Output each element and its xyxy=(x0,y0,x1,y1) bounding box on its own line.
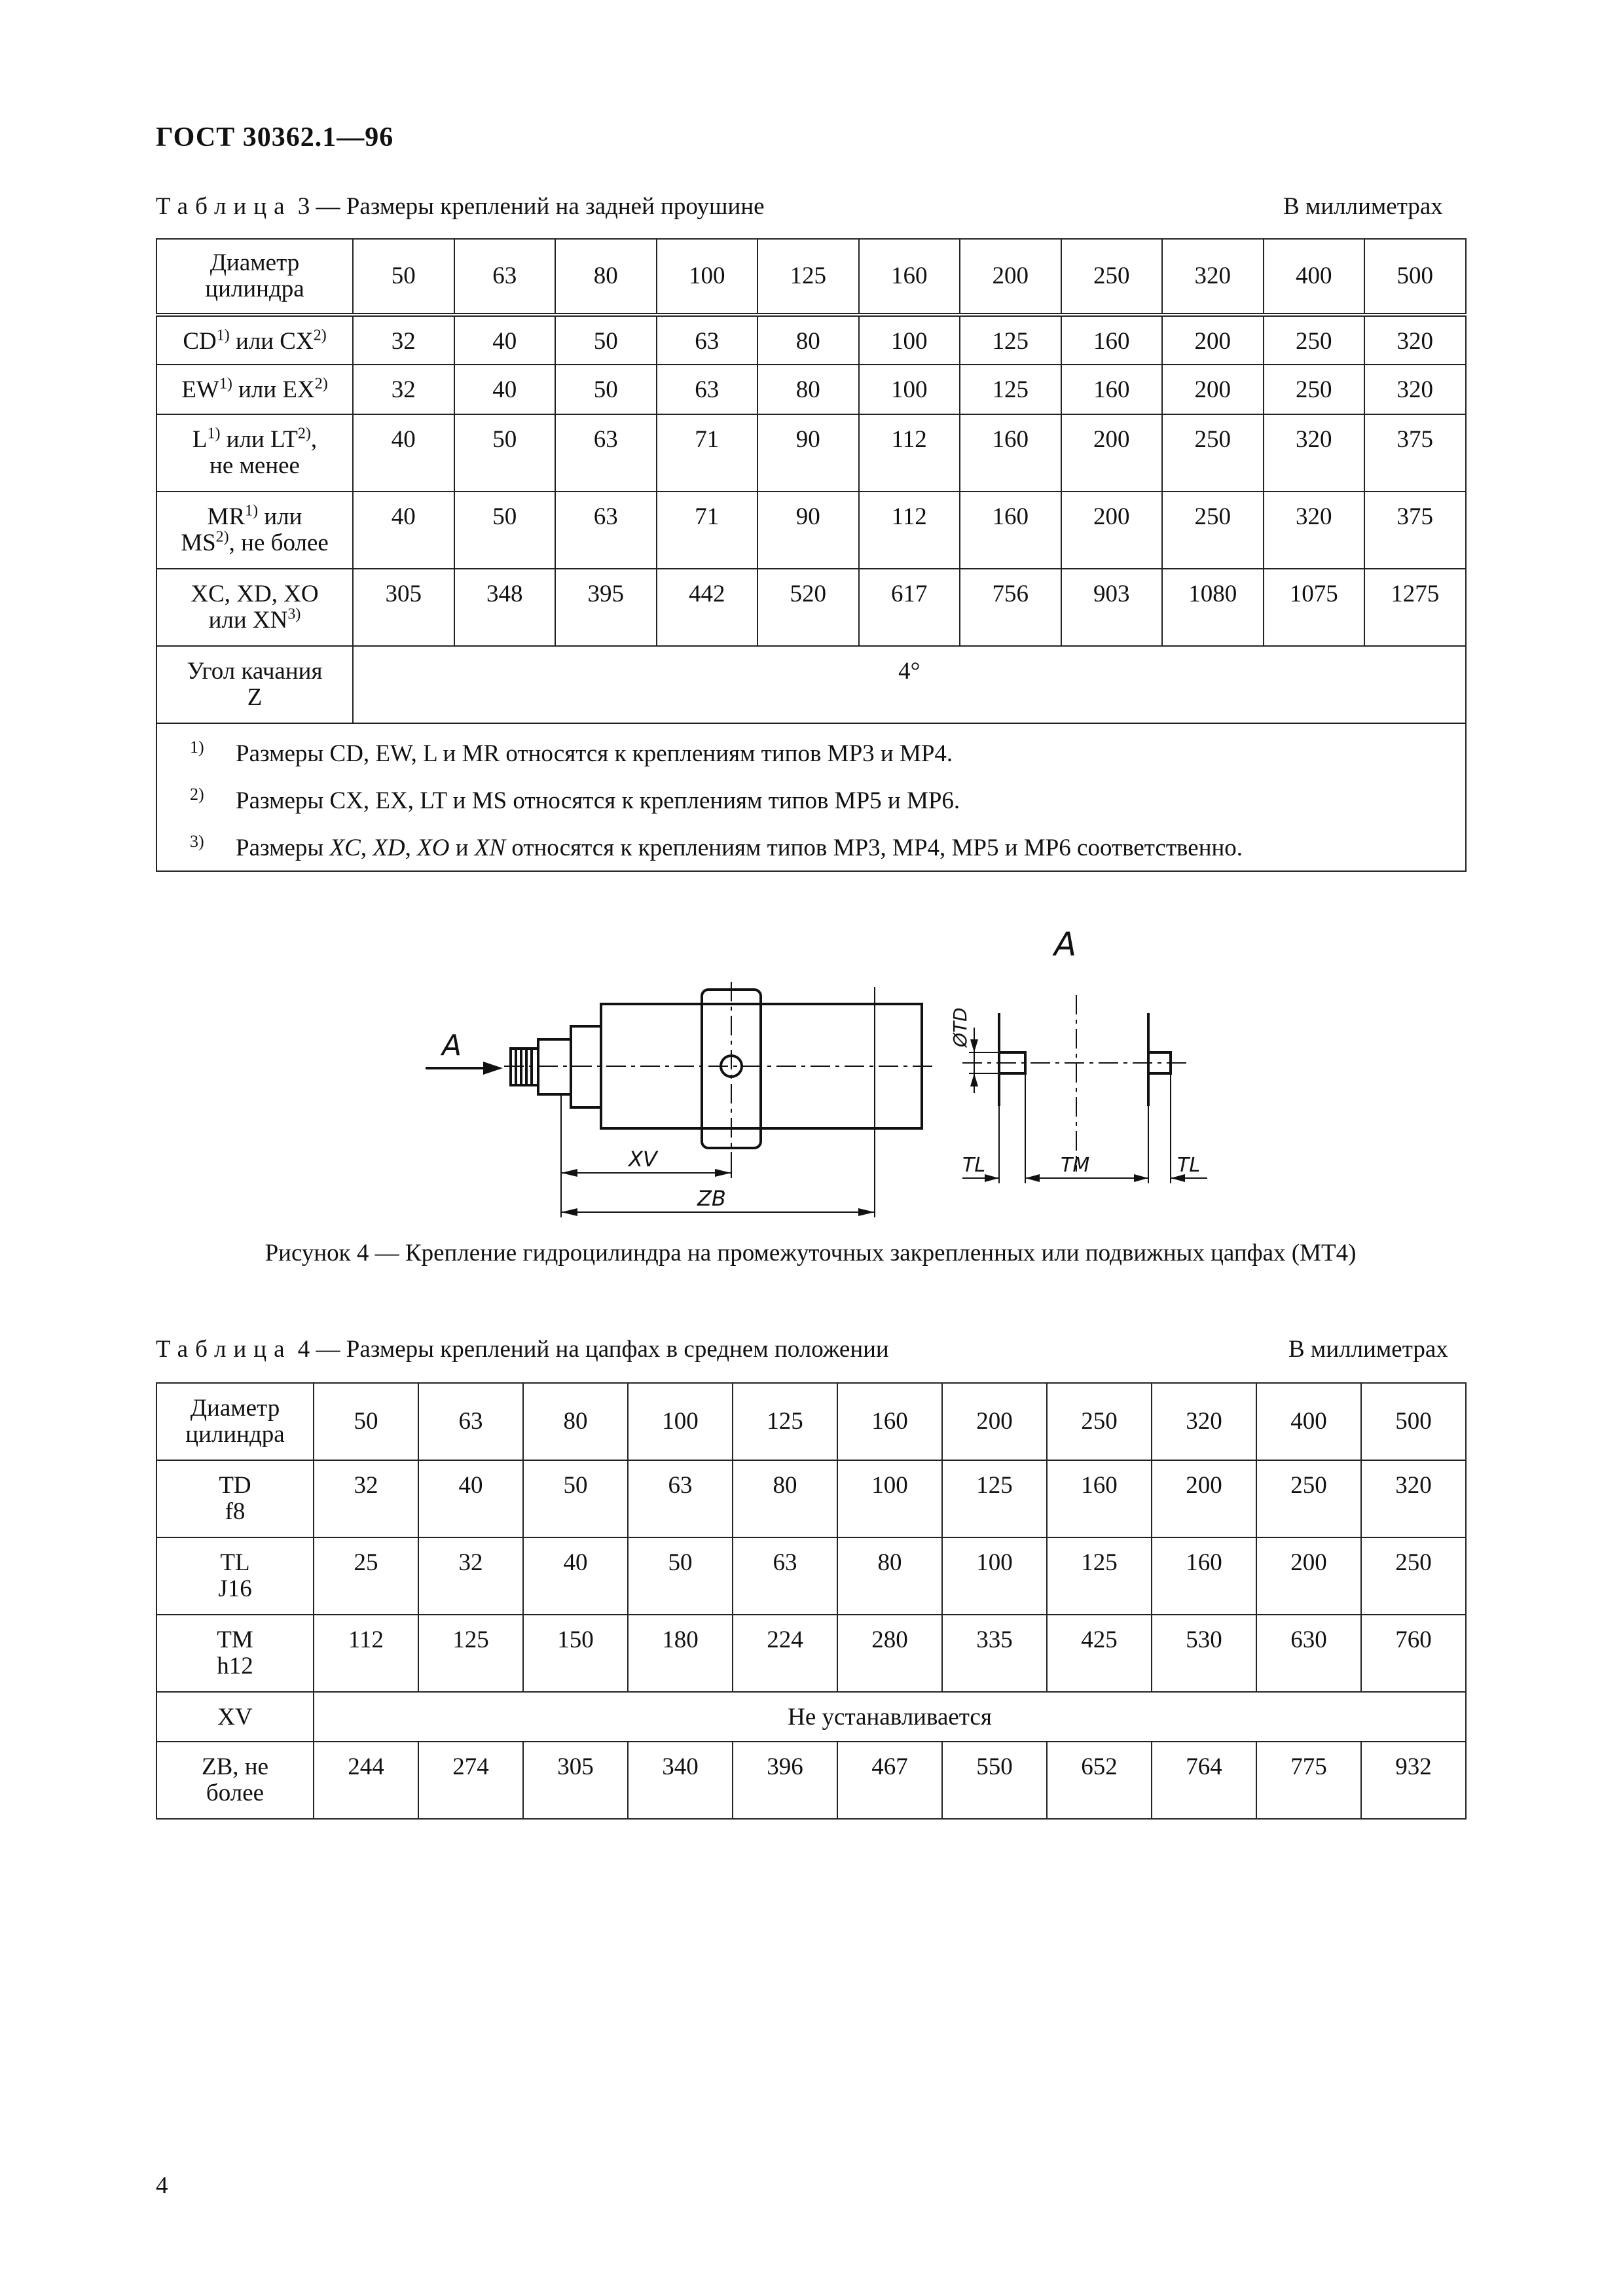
table-cell: 112 xyxy=(314,1615,418,1692)
table4-row-zb xyxy=(156,1742,1466,1819)
footnote-mark: 1) xyxy=(190,738,204,757)
table-cell: 40 xyxy=(353,492,454,569)
table-cell: 200 xyxy=(1152,1460,1256,1537)
table-cell: 775 xyxy=(1256,1742,1361,1819)
table-cell: 530 xyxy=(1152,1615,1256,1692)
table3-col-header: 80 xyxy=(555,239,657,315)
label-part: TL xyxy=(220,1549,250,1576)
table-cell: 125 xyxy=(960,315,1061,365)
table-cell: 71 xyxy=(657,492,758,569)
table-cell: 112 xyxy=(859,414,960,492)
table-cell: 50 xyxy=(628,1537,733,1615)
table-cell: 200 xyxy=(1061,492,1163,569)
table-cell: 63 xyxy=(657,315,758,365)
table4-row-tl xyxy=(156,1537,1466,1615)
footnote-ref: 2) xyxy=(314,375,328,393)
table3-col-header: 100 xyxy=(657,239,758,315)
table-cell: 280 xyxy=(837,1615,942,1692)
table-cell: 50 xyxy=(523,1460,628,1537)
table-cell: 320 xyxy=(1264,492,1365,569)
label-part: EW xyxy=(181,376,219,403)
table-cell: 160 xyxy=(1152,1537,1256,1615)
footnote-text: Размеры CD, EW, L и MR относятся к креплениям типов МР3 и МР4. xyxy=(236,740,953,767)
table3-caption-prefix: Таблица xyxy=(156,193,292,220)
table-cell: 100 xyxy=(859,315,960,365)
table-cell: 90 xyxy=(757,492,859,569)
table4-col-header: 200 xyxy=(942,1383,1047,1460)
table-cell: 550 xyxy=(942,1742,1047,1819)
swing-angle-value: 4° xyxy=(353,646,1466,723)
note-part: XO xyxy=(417,834,450,861)
table4-row-tm xyxy=(156,1615,1466,1692)
table4-col-header: 160 xyxy=(837,1383,942,1460)
table3 xyxy=(156,238,1467,872)
label-part: , не более xyxy=(228,529,329,556)
row-label xyxy=(156,365,353,414)
table-cell: 40 xyxy=(454,315,556,365)
table-cell: 903 xyxy=(1061,569,1163,646)
table-cell: 348 xyxy=(454,569,556,646)
table3-col-header: 250 xyxy=(1061,239,1163,315)
view-a-label: A xyxy=(1054,929,1077,963)
table-cell: 1275 xyxy=(1364,569,1466,646)
note-part: , xyxy=(360,834,373,861)
table-cell: 200 xyxy=(1162,315,1264,365)
table-cell: 320 xyxy=(1364,365,1466,414)
table4-col-header: 500 xyxy=(1361,1383,1466,1460)
label-part: XC, XD, XO xyxy=(191,581,319,607)
table-cell: 40 xyxy=(523,1537,628,1615)
table4-caption-prefix: Таблица xyxy=(156,1336,292,1363)
table-cell: 80 xyxy=(757,365,859,414)
table3-col-header: 125 xyxy=(757,239,859,315)
label-part: L xyxy=(192,426,208,453)
footnote-mark: 3) xyxy=(190,832,204,851)
table4-col-header: 63 xyxy=(418,1383,523,1460)
dim-label-tm: TM xyxy=(1061,1154,1090,1177)
table-cell: 520 xyxy=(757,569,859,646)
table-cell: 932 xyxy=(1361,1742,1466,1819)
table3-notes-row xyxy=(156,723,1466,871)
note-part: XD xyxy=(373,834,405,861)
table-cell: 63 xyxy=(555,492,657,569)
table3-row-angle xyxy=(156,646,1466,723)
table-cell: 160 xyxy=(960,492,1061,569)
table-cell: 756 xyxy=(960,569,1061,646)
view-a-centerlines xyxy=(962,995,1192,1172)
label-part: TD xyxy=(219,1472,251,1499)
footnote-text xyxy=(196,834,1243,861)
note-part: XC xyxy=(329,834,361,861)
dim-label-tl-right: TL xyxy=(1177,1154,1201,1177)
label-part: или XN xyxy=(208,607,288,634)
table-cell: 32 xyxy=(353,315,454,365)
label-part: более xyxy=(206,1780,264,1806)
xv-value: Не устанавливается xyxy=(314,1692,1466,1742)
label-part: или EX xyxy=(232,376,315,403)
footnote xyxy=(190,832,1452,861)
table-cell: 32 xyxy=(353,365,454,414)
table4-row-xv xyxy=(156,1692,1466,1742)
table3-col-header: 200 xyxy=(960,239,1061,315)
table-cell: 90 xyxy=(757,414,859,492)
table-cell: 305 xyxy=(523,1742,628,1819)
footnote-ref: 1) xyxy=(207,425,221,442)
table-cell: 250 xyxy=(1256,1460,1361,1537)
table-cell: 764 xyxy=(1152,1742,1256,1819)
table-cell: 50 xyxy=(454,414,556,492)
document-header: ГОСТ 30362.1—96 xyxy=(156,122,394,152)
table-cell: 250 xyxy=(1361,1537,1466,1615)
table-cell: 320 xyxy=(1361,1460,1466,1537)
footnote xyxy=(190,785,1452,814)
footnote-ref: 1) xyxy=(219,375,232,393)
table-cell: 160 xyxy=(960,414,1061,492)
table-cell: 63 xyxy=(555,414,657,492)
note-part: , xyxy=(405,834,418,861)
row-label xyxy=(156,646,353,723)
footnote-ref: 1) xyxy=(245,502,259,520)
row-label xyxy=(156,1460,314,1537)
label-part: Угол качания xyxy=(187,658,323,685)
figure4-caption: Рисунок 4 — Крепление гидроцилиндра на промежуточных закрепленных или подвижных цапфах (МТ4) xyxy=(264,1240,1357,1266)
label-part: или xyxy=(258,503,302,530)
table3-head-label xyxy=(156,239,353,315)
table-cell: 320 xyxy=(1264,414,1365,492)
table3-row-mr xyxy=(156,492,1466,569)
table-cell: 224 xyxy=(733,1615,837,1692)
table3-row-l xyxy=(156,414,1466,492)
table-cell: 80 xyxy=(733,1460,837,1537)
table-cell: 250 xyxy=(1162,414,1264,492)
row-label xyxy=(156,492,353,569)
label-part: h12 xyxy=(217,1653,253,1679)
table3-units: В миллиметрах xyxy=(1283,193,1443,220)
table-cell: 50 xyxy=(555,315,657,365)
footnote xyxy=(190,738,1452,767)
table-cell: 125 xyxy=(942,1460,1047,1537)
head-label-line: Диаметр xyxy=(210,249,300,276)
table-cell: 160 xyxy=(1047,1460,1152,1537)
table-cell: 200 xyxy=(1162,365,1264,414)
footnote-mark: 2) xyxy=(190,785,204,804)
row-label xyxy=(156,414,353,492)
label-part: или CX xyxy=(229,328,314,355)
table4-row-td xyxy=(156,1460,1466,1537)
table3-notes xyxy=(156,723,1466,871)
table4-col-header: 125 xyxy=(733,1383,837,1460)
label-part: ZB, не xyxy=(201,1753,268,1780)
table-cell: 244 xyxy=(314,1742,418,1819)
table-cell: 100 xyxy=(942,1537,1047,1615)
footnote-text: Размеры CX, EX, LT и MS относятся к креплениям типов МР5 и МР6. xyxy=(236,787,960,814)
note-part: и xyxy=(449,834,475,861)
table-cell: 63 xyxy=(628,1460,733,1537)
table4-col-header: 50 xyxy=(314,1383,418,1460)
table3-col-header: 63 xyxy=(454,239,556,315)
head-label-line: цилиндра xyxy=(185,1421,285,1448)
label-part: CD xyxy=(183,328,217,355)
note-part: относятся к креплениям типов МР3, МР4, МР5 и МР6 соответственно. xyxy=(505,834,1243,861)
note-part: Размеры xyxy=(236,834,330,861)
table-cell: 425 xyxy=(1047,1615,1152,1692)
table3-col-header: 320 xyxy=(1162,239,1264,315)
table-cell: 125 xyxy=(960,365,1061,414)
table-cell: 305 xyxy=(353,569,454,646)
table-cell: 32 xyxy=(314,1460,418,1537)
table4-col-header: 320 xyxy=(1152,1383,1256,1460)
note-part: XN xyxy=(474,834,506,861)
label-part: MR xyxy=(207,503,246,530)
table-cell: 40 xyxy=(454,365,556,414)
table-cell: 160 xyxy=(1061,365,1163,414)
head-label-line: цилиндра xyxy=(205,276,304,302)
table3-row-ew xyxy=(156,365,1466,414)
table-cell: 375 xyxy=(1364,414,1466,492)
page-number: 4 xyxy=(156,2172,168,2199)
table-cell: 617 xyxy=(859,569,960,646)
table-cell: 652 xyxy=(1047,1742,1152,1819)
dim-label-tl-left: TL xyxy=(962,1154,986,1177)
table-cell: 50 xyxy=(555,365,657,414)
table3-row-xc xyxy=(156,569,1466,646)
table-cell: 63 xyxy=(733,1537,837,1615)
footnote-ref: 2) xyxy=(297,425,311,442)
footnote-ref: 3) xyxy=(287,605,301,623)
table-cell: 1075 xyxy=(1264,569,1365,646)
table4-caption xyxy=(156,1335,889,1363)
table-cell: 200 xyxy=(1061,414,1163,492)
table4-col-header: 80 xyxy=(523,1383,628,1460)
table-cell: 340 xyxy=(628,1742,733,1819)
table-cell: 160 xyxy=(1061,315,1163,365)
footnote-ref: 2) xyxy=(313,327,327,344)
label-part: J16 xyxy=(218,1575,252,1602)
table-cell: 375 xyxy=(1364,492,1466,569)
table-cell: 467 xyxy=(837,1742,942,1819)
table-cell: 335 xyxy=(942,1615,1047,1692)
label-part: f8 xyxy=(225,1498,246,1525)
table-cell: 250 xyxy=(1264,315,1365,365)
dimension-lines xyxy=(561,987,875,1217)
row-label xyxy=(156,315,353,365)
table4-head-label xyxy=(156,1383,314,1460)
table-cell: 25 xyxy=(314,1537,418,1615)
table3-caption-text: 3 — Размеры креплений на задней проушине xyxy=(297,193,765,220)
table-cell: 80 xyxy=(837,1537,942,1615)
table4-units: В миллиметрах xyxy=(1288,1336,1448,1363)
cylinder-side-view xyxy=(511,990,922,1148)
row-label xyxy=(156,1742,314,1819)
table-cell: 200 xyxy=(1256,1537,1361,1615)
table-cell: 40 xyxy=(353,414,454,492)
table-cell: 80 xyxy=(757,315,859,365)
table3-row-cd xyxy=(156,315,1466,365)
footnote-ref: 2) xyxy=(215,528,229,546)
row-label xyxy=(156,1615,314,1692)
table-cell: 250 xyxy=(1162,492,1264,569)
label-part: , xyxy=(310,426,318,453)
view-arrow xyxy=(426,1029,503,1075)
table-cell: 250 xyxy=(1264,365,1365,414)
table3-col-header: 500 xyxy=(1364,239,1466,315)
table-cell: 150 xyxy=(523,1615,628,1692)
table4-col-header: 400 xyxy=(1256,1383,1361,1460)
table-cell: 1080 xyxy=(1162,569,1264,646)
table-cell: 395 xyxy=(555,569,657,646)
table-cell: 100 xyxy=(859,365,960,414)
label-part: не менее xyxy=(210,452,300,479)
table-cell: 630 xyxy=(1256,1615,1361,1692)
arrow-label: A xyxy=(442,1029,462,1062)
table-cell: 32 xyxy=(418,1537,523,1615)
row-label: XV xyxy=(156,1692,314,1742)
label-part: Z xyxy=(247,684,263,711)
table-cell: 112 xyxy=(859,492,960,569)
table4-header-row xyxy=(156,1383,1466,1460)
table-cell: 63 xyxy=(657,365,758,414)
dim-label-zb: ZB xyxy=(697,1186,726,1211)
table-cell: 125 xyxy=(418,1615,523,1692)
head-label-line: Диаметр xyxy=(190,1395,280,1422)
label-part: TM xyxy=(217,1626,253,1653)
table3-col-header: 160 xyxy=(859,239,960,315)
table-cell: 320 xyxy=(1364,315,1466,365)
table3-header-row xyxy=(156,239,1466,315)
table4 xyxy=(156,1382,1467,1820)
table-cell: 100 xyxy=(837,1460,942,1537)
table4-col-header: 250 xyxy=(1047,1383,1152,1460)
row-label xyxy=(156,1537,314,1615)
label-part: MS xyxy=(181,529,216,556)
table-cell: 396 xyxy=(733,1742,837,1819)
table4-caption-text: 4 — Размеры креплений на цапфах в среднем положении xyxy=(297,1336,889,1363)
dim-label-xv: XV xyxy=(629,1147,657,1172)
footnote-ref: 1) xyxy=(216,327,230,344)
row-label xyxy=(156,569,353,646)
table-cell: 442 xyxy=(657,569,758,646)
table-cell: 180 xyxy=(628,1615,733,1692)
table-cell: 50 xyxy=(454,492,556,569)
table-cell: 71 xyxy=(657,414,758,492)
table-cell: 760 xyxy=(1361,1615,1466,1692)
table3-caption xyxy=(156,192,765,221)
table-cell: 125 xyxy=(1047,1537,1152,1615)
table-cell: 274 xyxy=(418,1742,523,1819)
table4-col-header: 100 xyxy=(628,1383,733,1460)
table3-col-header: 400 xyxy=(1264,239,1365,315)
figure4-drawing xyxy=(406,929,1257,1217)
dim-label-td: ØTD xyxy=(949,1007,971,1047)
label-part: или LT xyxy=(220,426,298,453)
table3-col-header: 50 xyxy=(353,239,454,315)
table-cell: 40 xyxy=(418,1460,523,1537)
